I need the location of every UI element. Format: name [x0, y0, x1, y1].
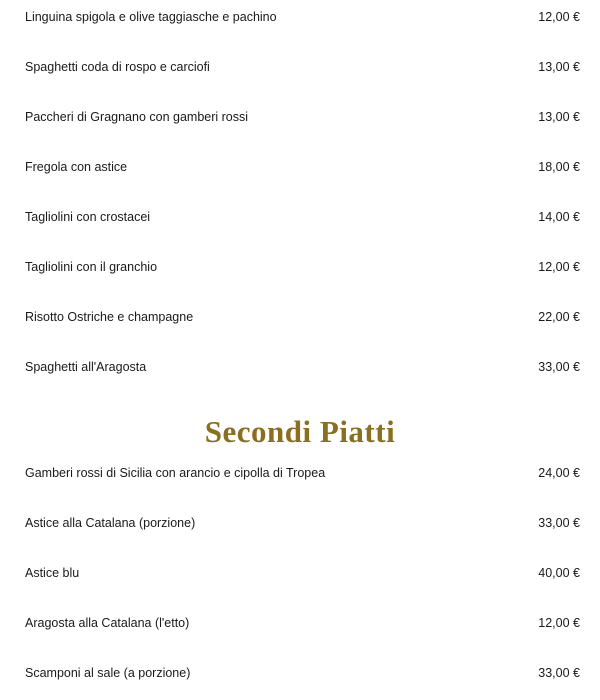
menu-item-name: Astice blu: [25, 566, 80, 580]
menu-item-price: 24,00 €: [538, 466, 580, 480]
menu-item-price: 14,00 €: [538, 210, 580, 224]
menu-item-price: 12,00 €: [538, 10, 580, 24]
menu-item: [25, 107, 580, 127]
menu-item-name: Fregola con astice: [25, 160, 128, 174]
menu-item: [25, 563, 580, 583]
menu-item-name: Scamponi al sale (a porzione): [25, 666, 191, 680]
menu-item: [25, 463, 580, 483]
menu-item-price: 33,00 €: [538, 360, 580, 374]
menu-item-name: Spaghetti coda di rospo e carciofi: [25, 60, 210, 74]
menu-item: [25, 57, 580, 77]
menu-item-price: 13,00 €: [538, 60, 580, 74]
menu-item-price: 22,00 €: [538, 310, 580, 324]
menu-item-name: Gamberi rossi di Sicilia con arancio e cipolla di Tropea: [25, 466, 326, 480]
menu-item: [25, 307, 580, 327]
menu-item: [25, 207, 580, 227]
menu-item-price: 18,00 €: [538, 160, 580, 174]
menu-item-name: Tagliolini con il granchio: [25, 260, 158, 274]
menu-item-name: Aragosta alla Catalana (l'etto): [25, 616, 190, 630]
menu-item-name: Paccheri di Gragnano con gamberi rossi: [25, 110, 249, 124]
menu-item-price: 12,00 €: [538, 616, 580, 630]
menu-item: [25, 613, 580, 633]
menu-item-price: 33,00 €: [538, 516, 580, 530]
menu-item-price: 12,00 €: [538, 260, 580, 274]
menu-item-name: Spaghetti all'Aragosta: [25, 360, 147, 374]
menu-item-name: Linguina spigola e olive taggiasche e pachino: [25, 10, 277, 24]
menu-item-price: 13,00 €: [538, 110, 580, 124]
menu-item-name: Tagliolini con crostacei: [25, 210, 151, 224]
menu-item: [25, 257, 580, 277]
menu-item: [25, 157, 580, 177]
menu-item-price: 33,00 €: [538, 666, 580, 680]
menu-item: [25, 513, 580, 533]
menu-item: [25, 7, 580, 27]
menu-item: [25, 357, 580, 377]
menu-item-name: Risotto Ostriche e champagne: [25, 310, 194, 324]
menu-item-name: Astice alla Catalana (porzione): [25, 516, 196, 530]
menu-item-price: 40,00 €: [538, 566, 580, 580]
section-title: Secondi Piatti: [204, 414, 396, 449]
menu-item: [25, 663, 580, 683]
